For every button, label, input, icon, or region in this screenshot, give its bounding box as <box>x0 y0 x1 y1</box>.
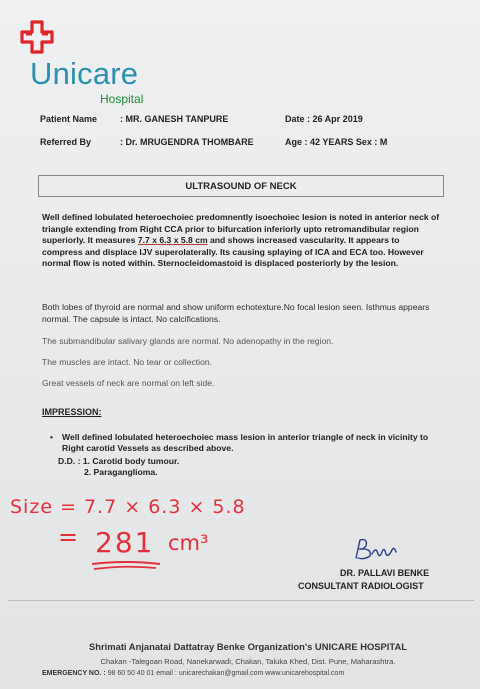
finding-muscles: The muscles are intact. No tear or collection. <box>42 357 213 367</box>
finding-vessels: Great vessels of neck are normal on left side. <box>42 378 215 388</box>
emergency-contact: 98 60 50 40 01 email : unicarechakan@gmail.com www.unicarehospital.com <box>107 670 345 677</box>
finding-lesion-text: Well defined lobulated heteroechoiec predomnently isoechoiec lesion is noted in anterior neck of triangle extending from Right CCA prior to bifurcation inferiorly upto retromandibular region superiorly. It measures <box>42 212 440 246</box>
dd-item-1: D.D. : 1. Carotid body tumour. <box>58 456 180 466</box>
hospital-logo-subtitle: Hospital <box>100 92 144 106</box>
patient-name-value: : MR. GANESH TANPURE <box>120 114 229 124</box>
age-sex: Age : 42 YEARS Sex : M <box>285 137 388 147</box>
emergency-label: EMERGENCY NO. : <box>42 670 106 677</box>
footer-address: Chakan -Talegoan Road, Nanekarwadi, Chakan, Taluka Khed, Dist. Pune, Maharashtra. <box>100 657 396 666</box>
footer-contact <box>42 670 344 677</box>
hospital-logo-name: Unicare <box>30 56 139 91</box>
referred-by-label: Referred By <box>40 137 92 147</box>
signatory-title: CONSULTANT RADIOLOGIST <box>298 581 424 591</box>
report-section-title <box>38 175 444 197</box>
impression-title: IMPRESSION: <box>42 407 102 417</box>
impression-text <box>50 432 442 454</box>
finding-thyroid: Both lobes of thyroid are normal and show uniform echotexture.No focal lesion seen. Isthmus appears normal. The capsule is intact. No calcifications. <box>42 302 430 324</box>
report-date: Date : 26 Apr 2019 <box>285 114 363 124</box>
differential-diagnosis <box>58 456 179 477</box>
signature-icon <box>352 536 400 564</box>
handwritten-underline <box>90 559 162 571</box>
footer-organization: Shrimati Anjanatai Dattatray Benke Organization's UNICARE HOSPITAL <box>89 641 407 652</box>
bullet-icon: • <box>50 432 54 442</box>
handwritten-equals: = <box>58 523 79 551</box>
impression-body: Well defined lobulated heteroechoiec mass lesion in anterior triangle of neck in vicinity to Right carotid Vessels as described above. <box>62 432 429 453</box>
finding-salivary: The submandibular salivary glands are normal. No adenopathy in the region. <box>42 336 334 346</box>
handwritten-volume-value: 281 <box>95 526 155 559</box>
patient-name-label: Patient Name <box>40 114 98 124</box>
handwritten-volume-unit: cm³ <box>168 531 209 555</box>
lesion-measurement: 7.7 x 6.3 x 5.8 cm <box>137 235 208 246</box>
referred-by-value: : Dr. MRUGENDRA THOMBARE <box>120 137 254 147</box>
finding-lesion <box>42 212 440 270</box>
finding-lesion-rest: and shows increased vascularity. It appears to compress and displace IJV superolaterally. Its causing splaying of ICA and ECA too. However normal flow is noted within. Sternocleidomastoid is displaced posteriorly by the lesion. <box>42 235 424 269</box>
report-title-text: ULTRASOUND OF NECK <box>185 180 297 192</box>
handwritten-size-note: Size = 7.7 × 6.3 × 5.8 <box>10 496 246 518</box>
dd-item-2: 2. Paraganglioma. <box>84 466 158 477</box>
footer-divider <box>8 600 474 601</box>
signatory-name: DR. PALLAVI BENKE <box>340 568 430 578</box>
